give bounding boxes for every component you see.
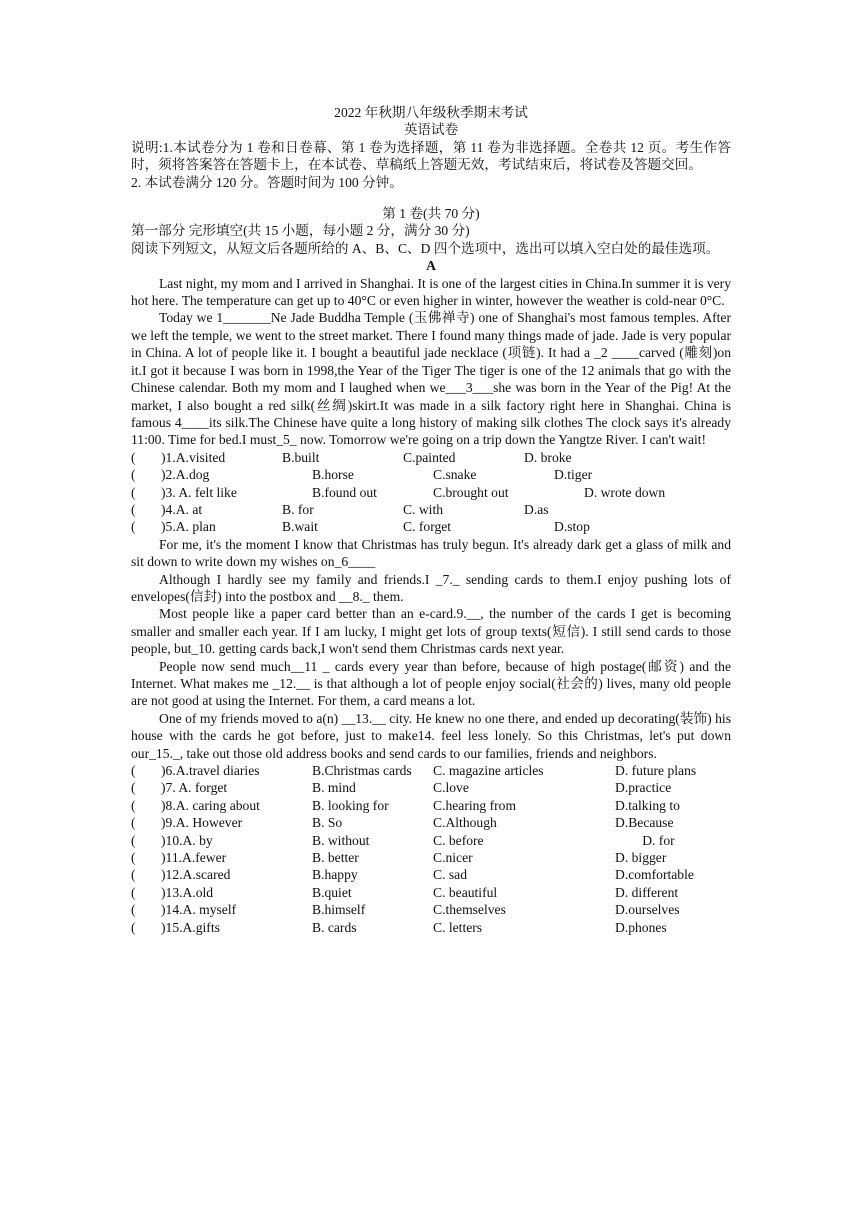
- instructions-2: 2. 本试卷满分 120 分。答题时间为 100 分钟。: [131, 174, 403, 190]
- option-c: C.painted: [403, 449, 456, 465]
- option-d: D.ourselves: [615, 902, 680, 918]
- answer-paren: (: [131, 501, 136, 517]
- exam-title: 2022 年秋期八年级秋季期末考试: [334, 105, 528, 120]
- answer-paren: (: [131, 449, 136, 465]
- option-d: D. broke: [524, 449, 572, 465]
- passage-b-paragraph-1: For me, it's the moment I know that Christmas has truly begun. It's already dark get a glass of milk and sit down to write down my wishes on_6____: [131, 536, 731, 570]
- option-b: B.quiet: [312, 884, 352, 900]
- passage-b-paragraph-5: One of my friends moved to a(n) __13.__ city. He knew no one there, and ended up decorating(装饰) his house with the cards he got before, just to make14. feel less lonely. So this Christmas, let's put down our_15._, take out those old address books and send cards to our families, friends and neighbors.: [131, 710, 731, 761]
- question-14: [131, 901, 731, 918]
- option-c: C. before: [433, 832, 484, 848]
- volume-heading: 第 1 卷(共 70 分): [382, 206, 480, 222]
- question-11: [131, 849, 731, 866]
- option-a: )1.A.visited: [161, 449, 226, 465]
- option-b: B.found out: [312, 484, 377, 500]
- answer-paren: (: [131, 867, 136, 883]
- option-a: )13.A.old: [161, 884, 214, 900]
- option-d: D.practice: [615, 780, 672, 796]
- option-a: )4.A. at: [161, 501, 203, 517]
- option-b: B. mind: [312, 780, 356, 796]
- answer-paren: (: [131, 850, 136, 866]
- option-c: C.love: [433, 780, 469, 796]
- option-b: B. So: [312, 815, 343, 831]
- question-2: [131, 466, 731, 483]
- question-3: [131, 484, 731, 501]
- answer-paren: (: [131, 797, 136, 813]
- option-c: C.Although: [433, 815, 497, 831]
- answer-paren: (: [131, 902, 136, 918]
- option-d: D. wrote down: [584, 484, 666, 500]
- option-c: C.hearing from: [433, 797, 517, 813]
- section-directions: 阅读下列短文，从短文后各题所给的 A、B、C、D 四个选项中，选出可以填入空白处的最佳选项。: [131, 240, 720, 256]
- option-d: D.as: [524, 501, 549, 517]
- option-b: B.himself: [312, 902, 366, 918]
- question-1: [131, 449, 731, 466]
- option-b: B. looking for: [312, 797, 389, 813]
- answer-paren: (: [131, 519, 136, 535]
- passage-a-paragraph-1: Last night, my mom and I arrived in Shanghai. It is one of the largest cities in China.In summer it is very hot here. The temperature can get up to 40°C or even higher in winter, however the weather is cold-near 0°C.: [131, 275, 731, 309]
- option-c: C.themselves: [433, 902, 506, 918]
- answer-paren: (: [131, 884, 136, 900]
- option-a: )2.A.dog: [161, 467, 210, 483]
- option-a: )14.A. myself: [161, 902, 237, 918]
- question-7: [131, 779, 731, 796]
- exam-subtitle: 英语试卷: [403, 122, 459, 138]
- option-d: D. bigger: [615, 850, 667, 866]
- option-a: )6.A.travel diaries: [161, 763, 260, 779]
- option-b: B.Christmas cards: [312, 763, 412, 779]
- option-d: D. for: [615, 832, 675, 848]
- questions-a-list: [131, 449, 731, 536]
- option-b: B. better: [312, 850, 359, 866]
- option-b: B. for: [282, 501, 314, 517]
- question-5: [131, 518, 731, 535]
- option-a: )5.A. plan: [161, 519, 216, 535]
- option-d: D.Because: [615, 815, 674, 831]
- option-b: B.horse: [312, 467, 354, 483]
- option-b: B.built: [282, 449, 320, 465]
- option-d: D.stop: [554, 519, 590, 535]
- option-a: )9.A. However: [161, 815, 243, 831]
- answer-paren: (: [131, 815, 136, 831]
- question-6: [131, 762, 731, 779]
- passage-a-label: A: [426, 258, 436, 274]
- option-c: C. beautiful: [433, 884, 498, 900]
- answer-paren: (: [131, 919, 136, 935]
- option-c: C.brought out: [433, 484, 509, 500]
- option-c: C. sad: [433, 867, 467, 883]
- passage-b-paragraph-2: Although I hardly see my family and friends.I _7._ sending cards to them.I enjoy pushing lots of envelopes(信封) into the postbox and __8._ them.: [131, 571, 731, 604]
- section-heading: 第一部分 完形填空(共 15 小题，每小题 2 分，满分 30 分): [131, 223, 470, 239]
- answer-paren: (: [131, 763, 136, 779]
- option-c: C. letters: [433, 919, 483, 935]
- question-15: [131, 919, 731, 936]
- option-c: C.nicer: [433, 850, 473, 866]
- option-a: )8.A. caring about: [161, 797, 260, 813]
- question-8: [131, 797, 731, 814]
- passage-b-paragraph-4: People now send much__11 _ cards every year than before, because of high postage(邮资) and the Internet. What makes me _12.__ is that although a lot of people enjoy social(社会的) lives, many old people are not good at using the Internet. For them, a card means a lot.: [131, 658, 731, 709]
- passage-b-paragraph-3: Most people like a paper card better than an e-card.9.__, the number of the cards I get is becoming smaller and smaller each year. If I am lucky, I might get lots of group texts(短信). I still send cards to those people, but_10. getting cards back,I won't send them Christmas cards next year.: [131, 606, 731, 657]
- option-a: )12.A.scared: [161, 867, 231, 883]
- option-b: B. cards: [312, 919, 357, 935]
- question-12: [131, 866, 731, 883]
- option-b: B.happy: [312, 867, 358, 883]
- option-a: )3. A. felt like: [161, 484, 237, 500]
- instructions-1: 说明:1.本试卷分为 1 卷和日卷幕、第 1 卷为选择题，第 11 卷为非选择题。全卷共 12 页。考生作答时，须将答案答在答题卡上，在本试卷、草稿纸上答题无效，考试结束后，将试卷及答题交回。: [131, 139, 731, 173]
- option-d: D.tiger: [554, 467, 593, 483]
- option-b: B.wait: [282, 519, 318, 535]
- option-d: D.phones: [615, 919, 667, 935]
- question-10: [131, 832, 731, 849]
- answer-paren: (: [131, 467, 136, 483]
- question-13: [131, 884, 731, 901]
- option-d: D.talking to: [615, 797, 680, 813]
- option-a: )10.A. by: [161, 832, 213, 848]
- option-d: D. different: [615, 884, 679, 900]
- exam-page: [131, 104, 731, 936]
- option-b: B. without: [312, 832, 370, 848]
- option-a: )7. A. forget: [161, 780, 228, 796]
- option-c: C. with: [403, 501, 444, 517]
- passage-a-paragraph-2: Today we 1_______Ne Jade Buddha Temple (玉佛禅寺) one of Shanghai's most famous temples. After we left the temple, we went to the street market. There I found many things made of jade. Jade is very popular in China. A lot of people like it. I bought a beautiful jade necklace (项链). It had a _2 ____carved (雕刻)on it.I got it because I was born in 1998,the Year of the Tiger The tiger is one of the 12 animals that go with the Chinese calendar. Both my mom and I laughed when we___3___she was born in the Year of the Pig! At the market, I also bought a red silk(丝绸)skirt.It was made in a silk factory right here in Shanghai. China is famous 4____its silk.The Chinese have quite a long history of making silk clothes The clock says it's already 11:00. Time for bed.I must_5_ now. Tomorrow we're going on a trip down the Yangtze River. I can't wait!: [131, 310, 731, 448]
- option-c: C. forget: [403, 519, 452, 535]
- question-4: [131, 501, 731, 518]
- option-d: D. future plans: [615, 763, 697, 779]
- option-c: C. magazine articles: [433, 763, 544, 779]
- option-a: )11.A.fewer: [161, 850, 227, 866]
- option-d: D.comfortable: [615, 867, 694, 883]
- questions-b-list: [131, 762, 731, 936]
- question-9: [131, 814, 731, 831]
- answer-paren: (: [131, 832, 136, 848]
- answer-paren: (: [131, 780, 136, 796]
- answer-paren: (: [131, 484, 136, 500]
- option-a: )15.A.gifts: [161, 919, 220, 935]
- option-c: C.snake: [433, 467, 477, 483]
